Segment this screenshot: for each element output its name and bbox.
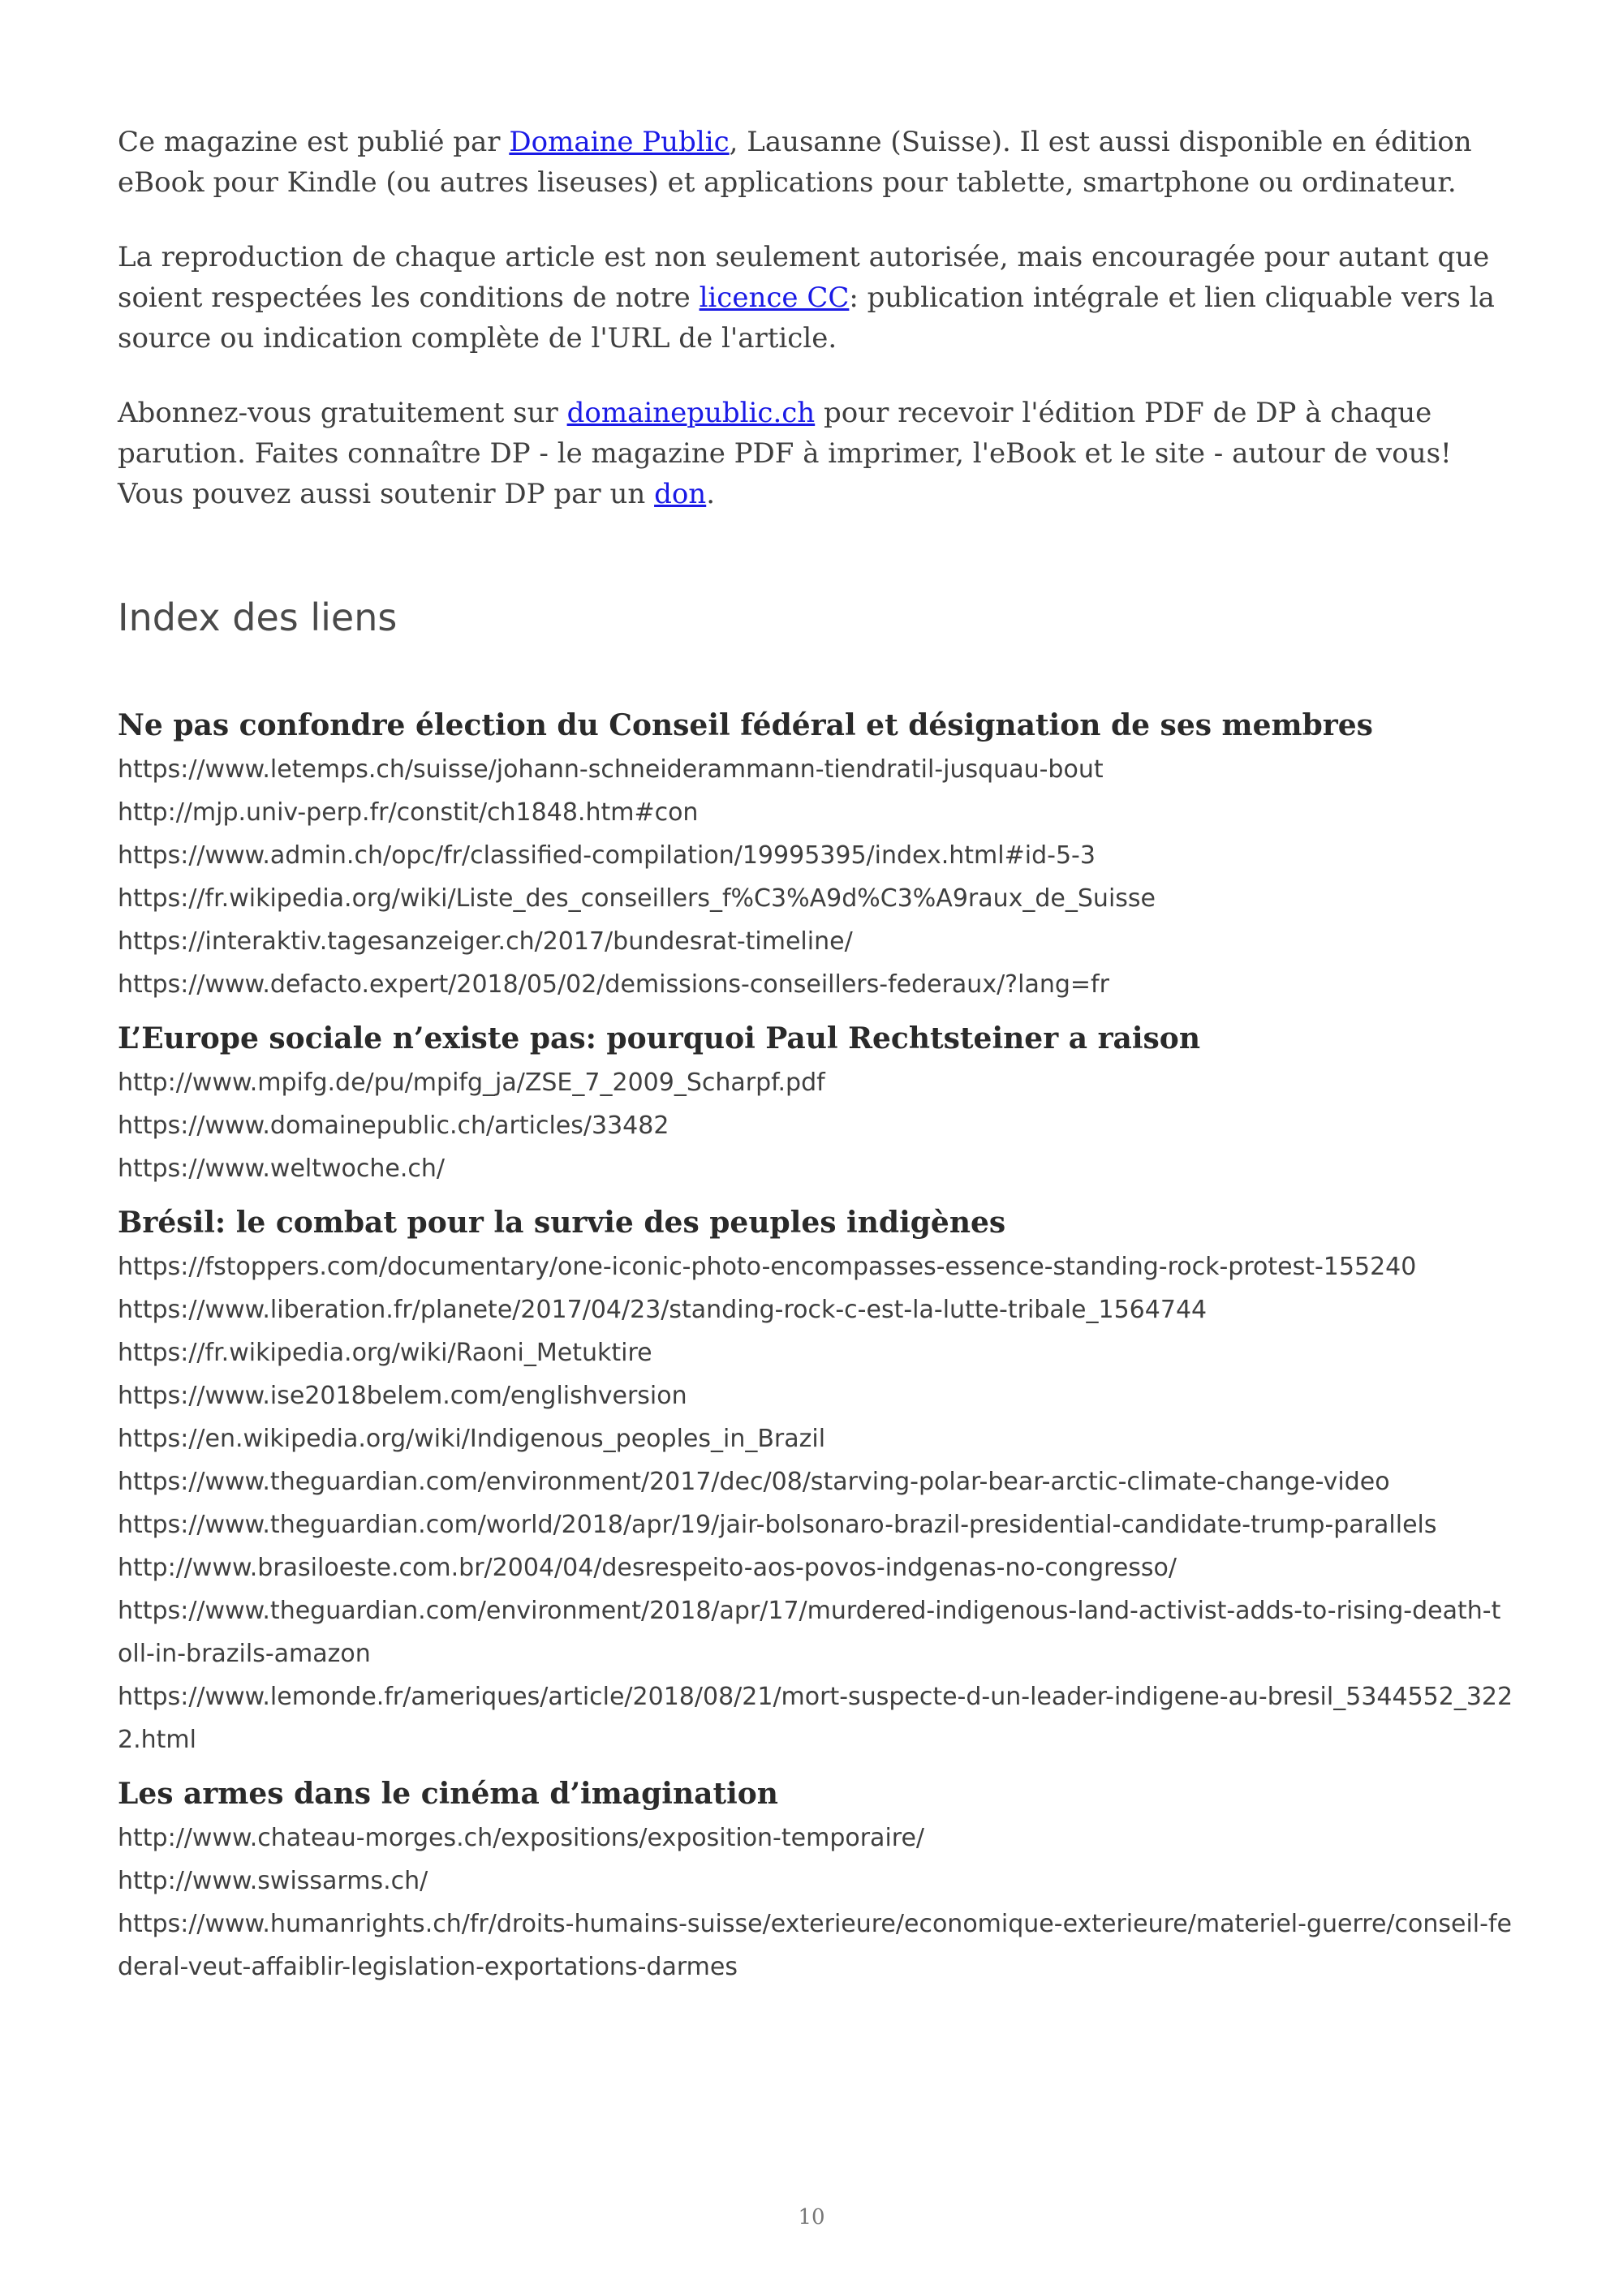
- section-title: Brésil: le combat pour la survie des peuples indigènes: [118, 1206, 1006, 1240]
- link-url[interactable]: https://www.lemonde.fr/ameriques/article/2018/08/21/mort-suspecte-d-un-leader-indigene-au-bresil_5344552_3222.html: [118, 1683, 1513, 1754]
- page-number: 10: [798, 2205, 825, 2229]
- link-list: [118, 748, 1513, 1006]
- link-url[interactable]: https://fstoppers.com/documentary/one-iconic-photo-encompasses-essence-standing-rock-protest-155240: [118, 1253, 1417, 1281]
- link-url[interactable]: https://www.theguardian.com/environment/2017/dec/08/starving-polar-bear-arctic-climate-change-video: [118, 1468, 1390, 1496]
- document-page: [118, 122, 1513, 2000]
- section-title: Ne pas confondre élection du Conseil fédéral et désignation de ses membres: [118, 708, 1373, 742]
- link-url[interactable]: http://www.brasiloeste.com.br/2004/04/desrespeito-aos-povos-indgenas-no-congresso/: [118, 1554, 1177, 1582]
- intro-text: Abonnez-vous gratuitement sur: [118, 397, 567, 429]
- don-link[interactable]: don: [654, 478, 707, 510]
- index-title: Index des liens: [118, 595, 398, 639]
- link-section: [118, 704, 1513, 1006]
- domainepublic-link[interactable]: domainepublic.ch: [566, 397, 816, 429]
- section-title: Les armes dans le cinéma d’imagination: [118, 1777, 778, 1811]
- link-list: [118, 1061, 1513, 1190]
- intro-text: Ce magazine est publié par: [118, 126, 510, 158]
- link-url[interactable]: https://www.admin.ch/opc/fr/classified-compilation/19995395/index.html#id-5-3: [118, 841, 1096, 870]
- link-url[interactable]: http://www.mpifg.de/pu/mpifg_ja/ZSE_7_2009_Scharpf.pdf: [118, 1068, 825, 1097]
- licence-cc-link[interactable]: licence CC: [699, 282, 850, 314]
- link-url[interactable]: https://www.domainepublic.ch/articles/33482: [118, 1111, 669, 1140]
- link-url[interactable]: https://fr.wikipedia.org/wiki/Raoni_Metuktire: [118, 1339, 652, 1367]
- domaine-public-link[interactable]: Domaine Public: [509, 126, 730, 158]
- link-url[interactable]: http://www.swissarms.ch/: [118, 1867, 428, 1895]
- section-title: L’Europe sociale n’existe pas: pourquoi Paul Rechtsteiner a raison: [118, 1021, 1200, 1056]
- intro-paragraph-subscribe: [118, 393, 1513, 514]
- link-url[interactable]: https://fr.wikipedia.org/wiki/Liste_des_conseillers_f%C3%A9d%C3%A9raux_de_Suisse: [118, 884, 1156, 913]
- link-url[interactable]: https://en.wikipedia.org/wiki/Indigenous_peoples_in_Brazil: [118, 1425, 826, 1453]
- link-section: [118, 1017, 1513, 1190]
- link-url[interactable]: https://www.ise2018belem.com/englishversion: [118, 1382, 687, 1410]
- link-url[interactable]: https://www.defacto.expert/2018/05/02/demissions-conseillers-federaux/?lang=fr: [118, 970, 1109, 999]
- link-list: [118, 1817, 1513, 1989]
- link-url[interactable]: https://interaktiv.tagesanzeiger.ch/2017/bundesrat-timeline/: [118, 927, 853, 956]
- link-url[interactable]: https://www.theguardian.com/environment/2018/apr/17/murdered-indigenous-land-activist-adds-to-rising-death-toll-in-brazils-amazon: [118, 1597, 1501, 1668]
- intro-block: [118, 122, 1513, 514]
- intro-text: : publication intégrale et lien cliquable vers la source ou indication complète de l'URL de l'article.: [118, 282, 1495, 355]
- link-list: [118, 1245, 1513, 1761]
- intro-paragraph-publisher: [118, 122, 1513, 203]
- link-url[interactable]: https://www.weltwoche.ch/: [118, 1154, 446, 1183]
- link-url[interactable]: https://www.liberation.fr/planete/2017/04/23/standing-rock-c-est-la-lutte-tribale_1564744: [118, 1296, 1208, 1324]
- intro-text: pour recevoir l'édition PDF de DP à chaque parution. Faites connaître DP - le magazine PDF à imprimer, l'eBook et le site - autour de vous! Vous pouvez aussi soutenir DP par un: [118, 397, 1452, 510]
- link-url[interactable]: https://www.letemps.ch/suisse/johann-schneiderammann-tiendratil-jusquau-bout: [118, 755, 1104, 784]
- link-url[interactable]: http://www.chateau-morges.ch/expositions/exposition-temporaire/: [118, 1824, 925, 1852]
- intro-text: , Lausanne (Suisse). Il est aussi disponible en édition eBook pour Kindle (ou autres liseuses) et applications pour tablette, smartphone ou ordinateur.: [118, 126, 1472, 199]
- intro-paragraph-license: [118, 237, 1513, 359]
- intro-text: .: [706, 478, 716, 510]
- intro-text: La reproduction de chaque article est non seulement autorisée, mais encouragée pour autant que soient respectées les conditions de notre: [118, 241, 1490, 314]
- link-url[interactable]: https://www.humanrights.ch/fr/droits-humains-suisse/exterieure/economique-exterieure/materiel-guerre/conseil-federal-veut-affaiblir-legislation-exportations-darmes: [118, 1910, 1512, 1981]
- link-section: [118, 1773, 1513, 1989]
- link-url[interactable]: http://mjp.univ-perp.fr/constit/ch1848.htm#con: [118, 798, 699, 827]
- link-index: [118, 704, 1513, 1989]
- link-section: [118, 1202, 1513, 1761]
- link-url[interactable]: https://www.theguardian.com/world/2018/apr/19/jair-bolsonaro-brazil-presidential-candidate-trump-parallels: [118, 1511, 1437, 1539]
